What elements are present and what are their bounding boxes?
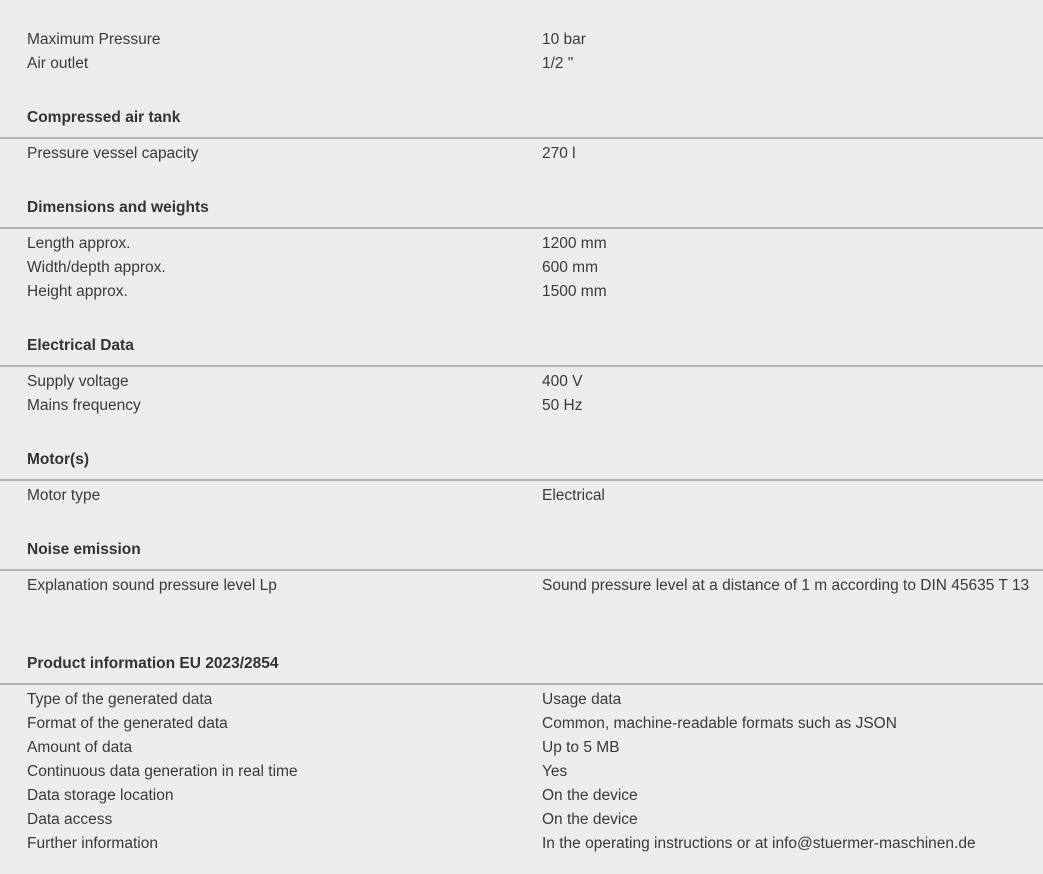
spec-value: 400 V <box>542 373 583 390</box>
spec-row <box>0 280 1043 304</box>
spec-label: Mains frequency <box>27 397 141 414</box>
section-header <box>0 332 1043 367</box>
spec-value: Up to 5 MB <box>542 739 620 756</box>
spec-value: Electrical <box>542 487 605 504</box>
section-dimensions-and-weights <box>0 194 1043 304</box>
spec-label: Type of the generated data <box>27 691 213 708</box>
spec-value: In the operating instructions or at info@stuermer-maschinen.de <box>542 835 976 852</box>
spec-label: Data storage location <box>27 787 174 804</box>
spec-row <box>0 760 1043 784</box>
section-motors <box>0 446 1043 508</box>
spec-value: 600 mm <box>542 259 598 276</box>
section-header <box>0 194 1043 229</box>
section-title: Compressed air tank <box>27 109 181 126</box>
spec-label: Explanation sound pressure level Lp <box>27 577 277 594</box>
section-title: Product information EU 2023/2854 <box>27 655 279 672</box>
spec-row <box>0 712 1043 736</box>
spec-row <box>0 52 1043 76</box>
section-header <box>0 104 1043 139</box>
spec-label: Supply voltage <box>27 373 129 390</box>
spec-label: Further information <box>27 835 158 852</box>
spec-row <box>0 256 1043 280</box>
spec-value: Usage data <box>542 691 622 708</box>
spec-row <box>0 688 1043 712</box>
spec-value: 1/2 " <box>542 55 574 72</box>
spec-value: On the device <box>542 811 638 828</box>
spec-label: Amount of data <box>27 739 133 756</box>
spec-value: Common, machine-readable formats such as JSON <box>542 715 897 732</box>
spec-label: Continuous data generation in real time <box>27 763 298 780</box>
section-noise-emission <box>0 536 1043 622</box>
section-title: Motor(s) <box>27 451 89 468</box>
spec-row <box>0 808 1043 832</box>
section-header <box>0 446 1043 481</box>
spec-row <box>0 370 1043 394</box>
section-title: Noise emission <box>27 541 141 558</box>
spec-row <box>0 142 1043 166</box>
section-title: Electrical Data <box>27 337 134 354</box>
spec-label: Pressure vessel capacity <box>27 145 199 162</box>
spec-label: Motor type <box>27 487 101 504</box>
spec-value: Sound pressure level at a distance of 1 m according to DIN 45635 T 13 <box>542 577 1030 594</box>
section-electrical-data <box>0 332 1043 418</box>
spec-row <box>0 784 1043 808</box>
spec-row <box>0 574 1043 622</box>
section-title: Dimensions and weights <box>27 199 209 216</box>
spec-row <box>0 394 1043 418</box>
spec-value: 1200 mm <box>542 235 607 252</box>
spec-value: On the device <box>542 787 638 804</box>
spec-label: Height approx. <box>27 283 128 300</box>
spec-label: Width/depth approx. <box>27 259 166 276</box>
spec-row <box>0 232 1043 256</box>
spec-row <box>0 832 1043 856</box>
spec-value: 270 l <box>542 145 576 162</box>
spec-label: Length approx. <box>27 235 131 252</box>
spec-row <box>0 736 1043 760</box>
section-compressed-air-tank <box>0 104 1043 166</box>
spec-value: Yes <box>542 763 568 780</box>
spec-label: Format of the generated data <box>27 715 228 732</box>
spec-value: 10 bar <box>542 31 586 48</box>
section-product-information <box>0 650 1043 856</box>
spec-label: Air outlet <box>27 55 89 72</box>
spec-label: Maximum Pressure <box>27 31 161 48</box>
spec-label: Data access <box>27 811 113 828</box>
spec-row <box>0 484 1043 508</box>
spec-value: 1500 mm <box>542 283 607 300</box>
section-header <box>0 536 1043 571</box>
spec-row <box>0 28 1043 52</box>
spec-value: 50 Hz <box>542 397 583 414</box>
intro-rows <box>0 28 1043 76</box>
section-header <box>0 650 1043 685</box>
